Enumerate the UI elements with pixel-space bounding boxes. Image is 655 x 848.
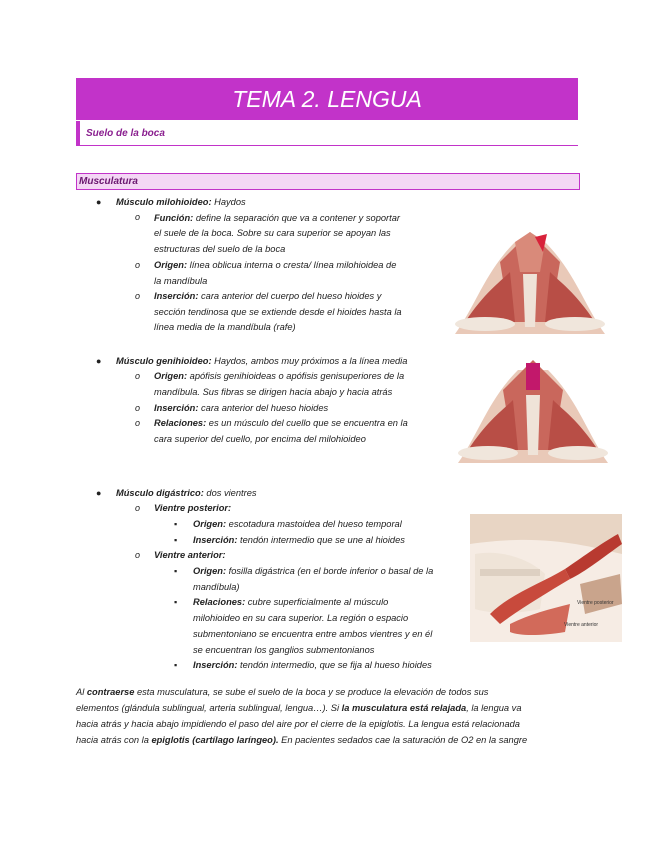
page-title: TEMA 2. LENGUA: [76, 78, 578, 120]
square-bullet-icon: ▪: [174, 660, 178, 670]
anterior-relaciones-4: se encuentran los ganglios submentonianos: [193, 645, 375, 655]
milohioideo-heading: Músculo milohioideo: Haydos: [116, 197, 246, 207]
circle-bullet-icon: o: [135, 371, 141, 381]
square-bullet-icon: ▪: [174, 597, 178, 607]
paragraph-line-3: hacia atrás y hacia abajo impidiendo el paso del aire por el cierre de la epiglotis. La lengua está relacionada: [76, 719, 520, 729]
bullet-icon: ●: [96, 356, 102, 366]
genihioideo-relaciones-2: cara superior del cuello, por encima del milohioideo: [154, 434, 366, 444]
anterior-origen-2: mandíbula): [193, 582, 240, 592]
posterior-origen: Origen: escotadura mastoidea del hueso temporal: [193, 519, 402, 529]
subtitle-bar: [76, 121, 578, 146]
genihioideo-heading: Músculo genihioideo: Haydos, ambos muy próximos a la línea media: [116, 356, 408, 366]
image-label-anterior: Vientre anterior: [564, 622, 599, 628]
genihioideo-insercion: Inserción: cara anterior del hueso hioides: [154, 403, 329, 413]
anterior-relaciones-2: milohioideo en su cara superior. La región o espacio: [193, 613, 409, 623]
genihioideo-origen: Origen: apófisis genihioideas o apófisis genisuperiores de la: [154, 371, 405, 381]
digastrico-heading: Músculo digástrico: dos vientres: [116, 488, 257, 498]
jaw-muscles-image: [470, 514, 622, 642]
anterior-relaciones-3: submentoniano se encuentra entre ambos vientres y en él: [193, 629, 433, 639]
genihioideo-origen-2: mandíbula. Sus fibras se dirigen hacia abajo y hacia atrás: [154, 387, 393, 397]
circle-bullet-icon: o: [135, 418, 141, 428]
milohioideo-funcion-2: el suele de la boca. Sobre su cara superior se apoyan las: [154, 228, 391, 238]
circle-bullet-icon: o: [135, 503, 141, 513]
vientre-posterior-heading: Vientre posterior:: [154, 503, 232, 513]
neck-muscles-image-1: [445, 212, 615, 334]
paragraph-line-1: Al contraerse esta musculatura, se sube el suelo de la boca y se produce la elevación de todos sus: [76, 687, 489, 697]
bullet-icon: ●: [96, 197, 102, 207]
paragraph-line-4: hacia atrás con la epiglotis (cartílago laríngeo). En pacientes sedados cae la saturación de O2 en la sangre: [76, 735, 528, 745]
genihioideo-relaciones: Relaciones: es un músculo del cuello que se encuentra en la: [154, 418, 408, 428]
square-bullet-icon: ▪: [174, 519, 178, 529]
anterior-relaciones: Relaciones: cubre superficialmente al músculo: [193, 597, 389, 607]
circle-bullet-icon: o: [135, 550, 141, 560]
square-bullet-icon: ▪: [174, 566, 178, 576]
anterior-origen: Origen: fosilla digástrica (en el borde inferior o basal de la: [193, 566, 434, 576]
milohioideo-insercion: Inserción: cara anterior del cuerpo del hueso hioides y: [154, 291, 382, 301]
section-heading: Musculatura: [76, 173, 580, 190]
neck-muscles-image-2: [448, 345, 618, 463]
circle-bullet-icon: o: [135, 260, 141, 270]
circle-bullet-icon: o: [135, 403, 141, 413]
circle-bullet-icon: o: [135, 291, 141, 301]
square-bullet-icon: ▪: [174, 535, 178, 545]
paragraph-line-2: elementos (glándula sublingual, arteria sublingual, lengua…). Si la musculatura está relajada, la lengua va: [76, 703, 522, 713]
subtitle-text: Suelo de la boca: [86, 128, 165, 139]
milohioideo-funcion-3: estructuras del suelo de la boca: [154, 244, 286, 254]
milohioideo-origen-2: la mandíbula: [154, 276, 208, 286]
milohioideo-insercion-3: línea media de la mandíbula (rafe): [154, 322, 296, 332]
milohioideo-origen: Origen: línea oblicua interna o cresta/ línea milohioidea de: [154, 260, 397, 270]
milohioideo-funcion: Función: define la separación que va a contener y soportar: [154, 213, 400, 223]
milohioideo-insercion-2: sección tendinosa que se extiende desde el hioides hasta la: [154, 307, 402, 317]
bullet-icon: ●: [96, 488, 102, 498]
circle-bullet-icon: o: [135, 212, 141, 222]
anterior-insercion: Inserción: tendón intermedio, que se fija al hueso hioides: [193, 660, 432, 670]
digastric-image: [470, 514, 622, 642]
vientre-anterior-heading: Vientre anterior:: [154, 550, 226, 560]
image-label-posterior: Vientre posterior: [577, 600, 614, 606]
posterior-insercion: Inserción: tendón intermedio que se une al hioides: [193, 535, 405, 545]
